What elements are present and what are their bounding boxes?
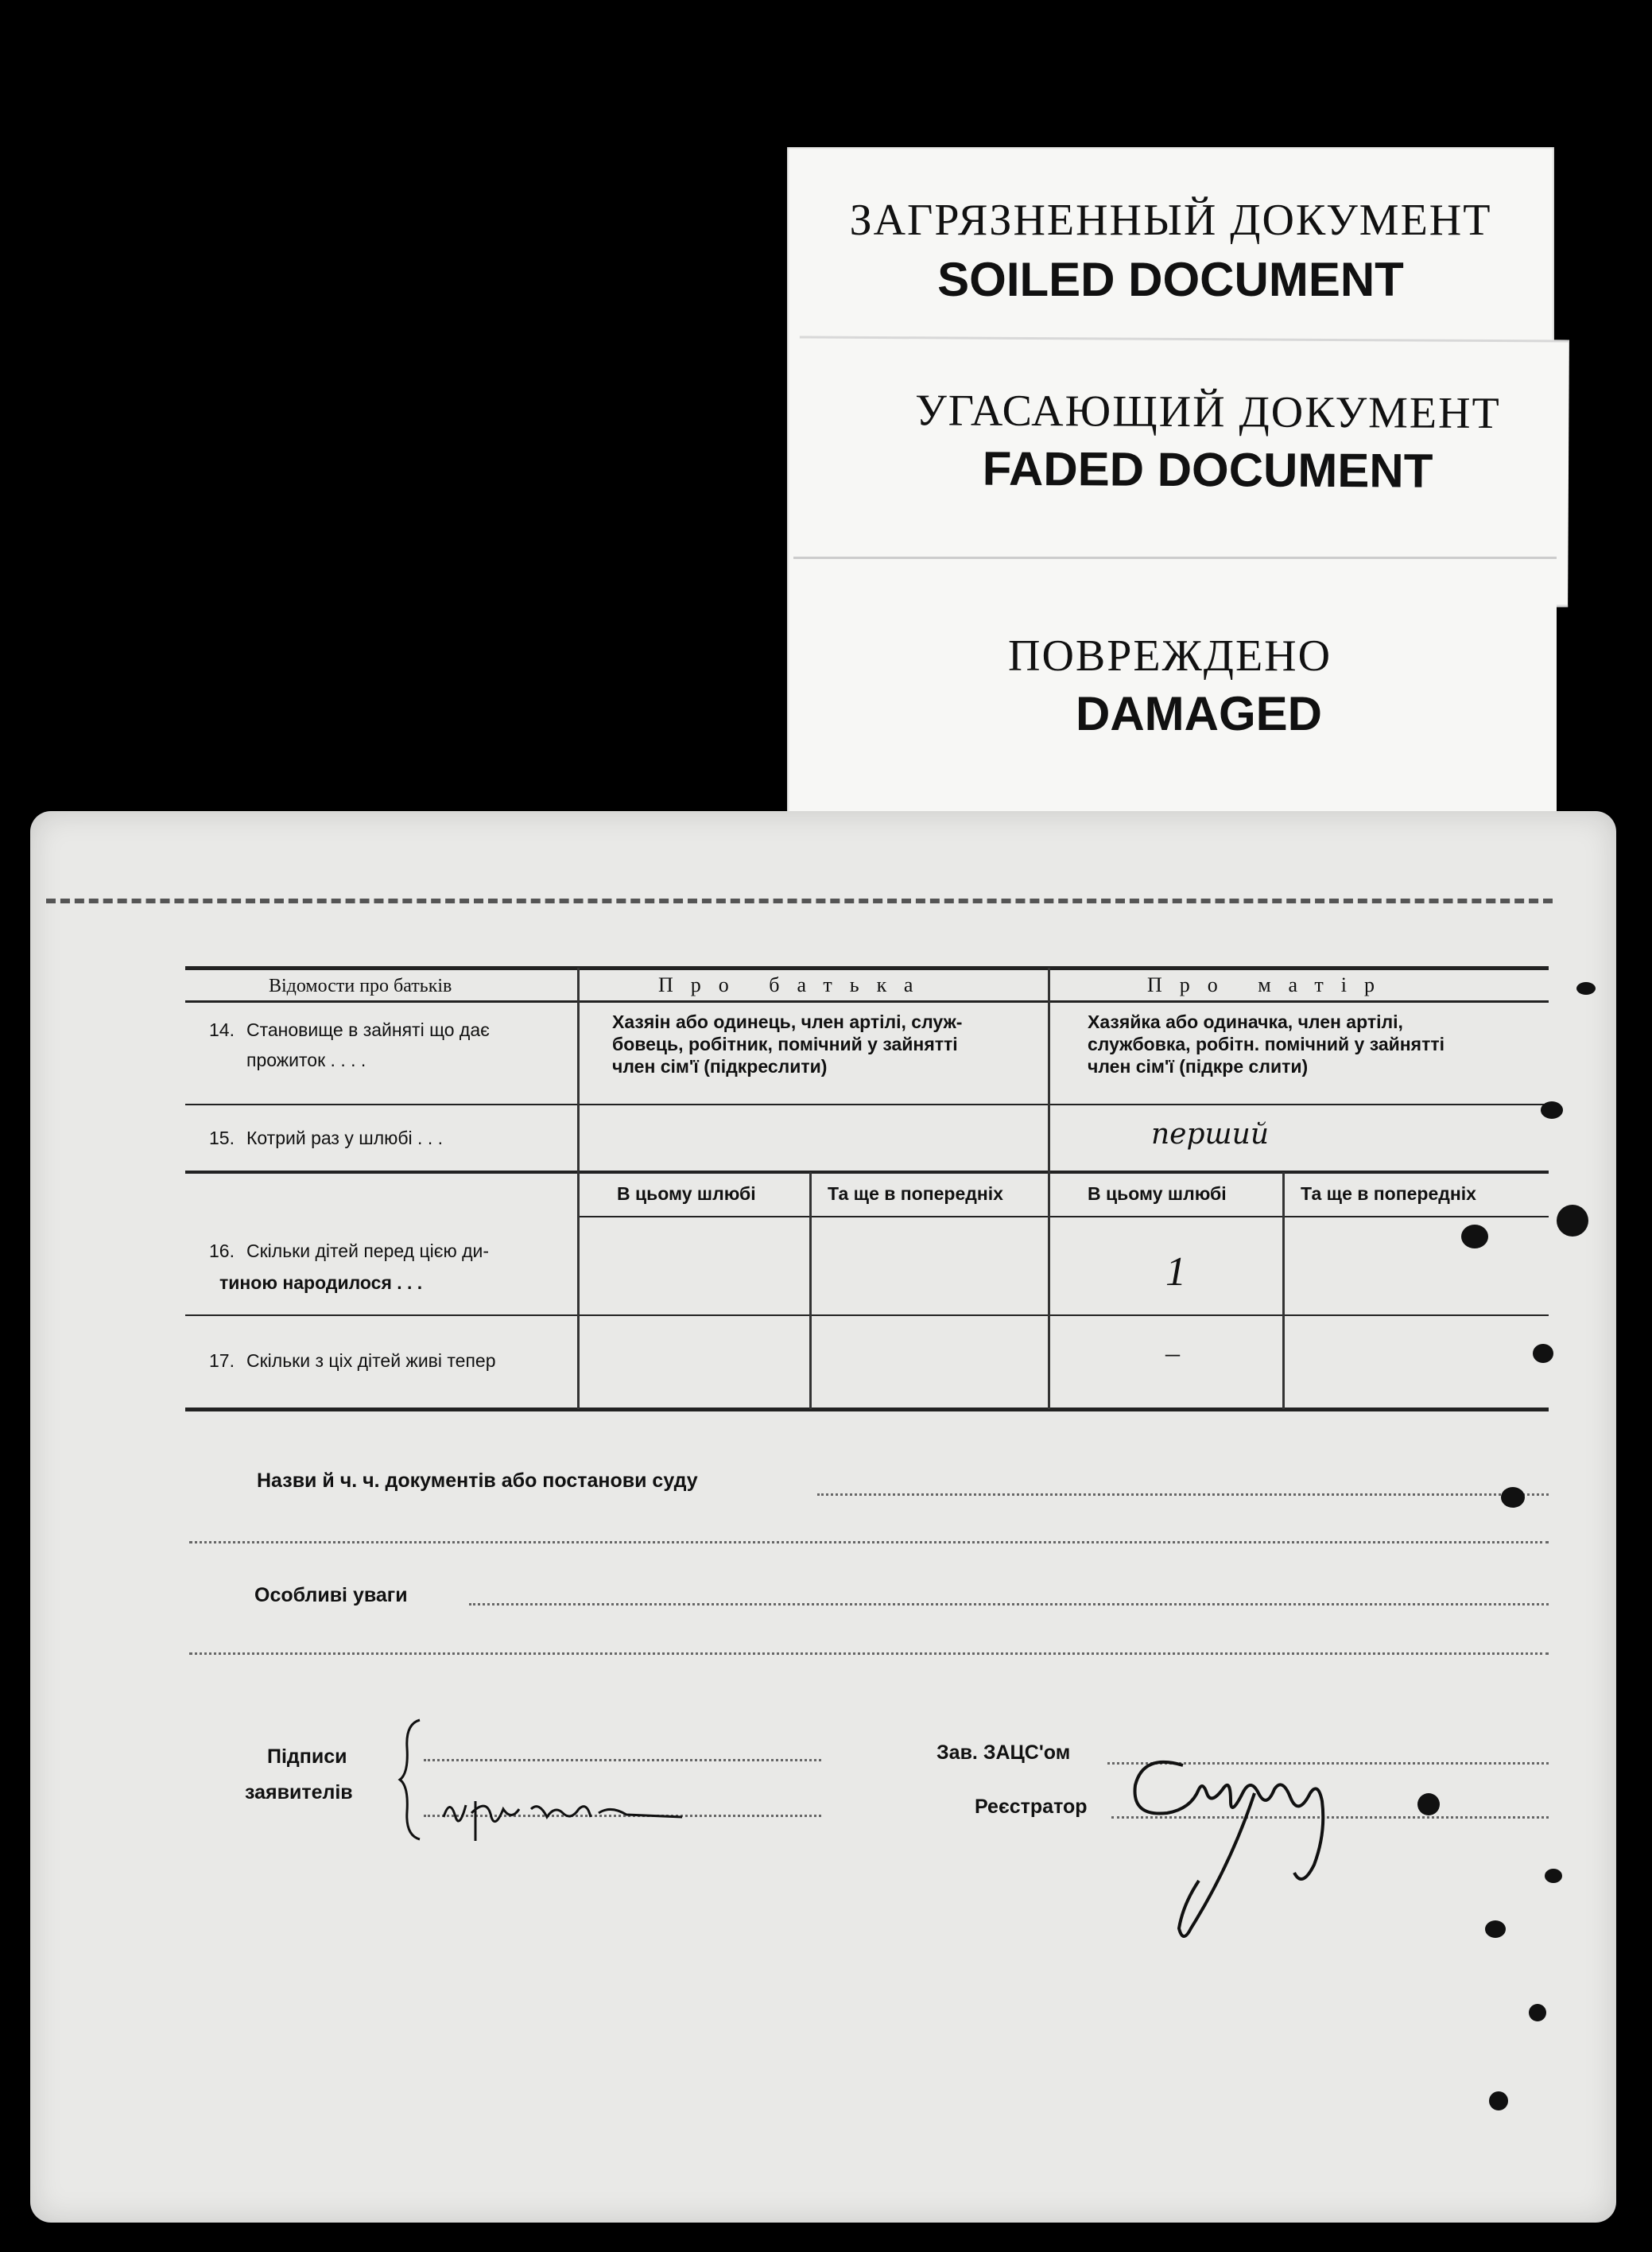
- notes-line-2: [189, 1652, 1549, 1655]
- row14-label-1: Становище в зайняті що дає: [246, 1019, 490, 1040]
- documents-line-1: [817, 1493, 1549, 1496]
- damage-hole: [1557, 1205, 1588, 1237]
- row16-bottom-rule: [185, 1314, 1549, 1316]
- row14-mother-line-2: службовка, робітн. помічний у зайнятті: [1088, 1034, 1445, 1054]
- row15-mother-handwriting: [1143, 1105, 1366, 1161]
- father-header: Про батька: [658, 973, 931, 996]
- notes-line-1: [469, 1603, 1549, 1606]
- faded-tag-ru: УГАСАЮЩИЙ ДОКУМЕНТ: [914, 386, 1501, 439]
- subheader-this-marriage-father: В цьому шлюбі: [617, 1183, 756, 1204]
- col-divider-father-sub: [809, 1172, 812, 1409]
- damage-hole: [1541, 1101, 1563, 1119]
- registrar-signature: [1111, 1745, 1414, 1952]
- signature-line-1: [424, 1759, 821, 1761]
- row14-father-line-3: член сім'ї (підкреслити): [612, 1056, 828, 1077]
- damage-hole: [1576, 982, 1596, 995]
- row17-number: 17.: [209, 1350, 235, 1371]
- damaged-tag-ru: ПОВРЕЖДЕНО: [1008, 631, 1332, 681]
- row14-mother-line-1: Хазяйка або одиначка, член артілі,: [1088, 1011, 1403, 1032]
- col-divider-mother-sub: [1282, 1172, 1285, 1409]
- col-divider-labels: [577, 968, 580, 1409]
- registry-form-sheet: [30, 811, 1616, 2223]
- svg-text:перший: перший: [1151, 1118, 1270, 1151]
- row15-number: 15.: [209, 1128, 235, 1148]
- damage-hole: [1501, 1487, 1525, 1508]
- damage-hole: [1489, 2091, 1508, 2110]
- perforation-line: [46, 899, 1553, 903]
- row15-bottom-rule: [185, 1171, 1549, 1174]
- row14-number: 14.: [209, 1019, 235, 1040]
- subheader-bottom-rule: [579, 1216, 1549, 1217]
- damage-hole: [1417, 1793, 1440, 1815]
- damage-hole: [1461, 1225, 1488, 1248]
- row16-label-2: тиною народилося . . .: [219, 1272, 423, 1293]
- row16-number: 16.: [209, 1241, 235, 1261]
- mother-header: Про матір: [1147, 973, 1393, 996]
- row17-label: Скільки з ціх дітей живі тепер: [246, 1350, 496, 1371]
- registrar-label: Реєстратор: [975, 1796, 1088, 1818]
- damaged-tag-en: DAMAGED: [1076, 687, 1322, 740]
- table-bottom-rule: [185, 1408, 1549, 1411]
- documents-label: Назви й ч. ч. документів або постанови суду: [257, 1470, 698, 1492]
- row14-father-line-1: Хазяін або одинець, член артілі, служ-: [612, 1011, 963, 1032]
- row16-label-1: Скільки дітей перед цією ди-: [246, 1241, 490, 1261]
- table-top-rule: [185, 966, 1549, 970]
- row14-mother-line-3: член сім'ї (підкре слити): [1088, 1056, 1309, 1077]
- faded-tag-en: FADED DOCUMENT: [982, 441, 1433, 498]
- row14-father-line-2: бовець, робітник, помічний у зайнятті: [612, 1034, 958, 1054]
- damage-hole: [1485, 1920, 1506, 1938]
- signatures-label-1: Підписи: [267, 1745, 347, 1768]
- documents-line-2: [189, 1541, 1549, 1543]
- row15-label: Котрий раз у шлюбі . . .: [246, 1128, 443, 1148]
- soiled-tag-ru: ЗАГРЯЗНЕННЫЙ ДОКУМЕНТ: [849, 196, 1492, 245]
- col-divider-parents: [1048, 968, 1050, 1409]
- header-bottom-rule: [185, 1000, 1549, 1003]
- subheader-previous-father: Та ще в попередніх: [828, 1183, 1003, 1204]
- damage-hole: [1533, 1344, 1553, 1363]
- subheader-previous-mother: Та ще в попередніх: [1301, 1183, 1476, 1204]
- damage-hole: [1545, 1869, 1562, 1883]
- row17-mother-handwriting: –: [1165, 1337, 1180, 1369]
- damaged-document-tag: [793, 557, 1557, 813]
- row14-label-2: прожиток . . . .: [246, 1050, 366, 1070]
- head-of-registry-label: Зав. ЗАЦС'ом: [937, 1741, 1071, 1764]
- row16-mother-handwriting: 1: [1165, 1249, 1186, 1295]
- signature-bracket: [396, 1716, 428, 1843]
- parents-info-header: Відомости про батьків: [269, 976, 452, 996]
- applicant-signature: [428, 1773, 714, 1853]
- damage-hole: [1529, 2004, 1546, 2021]
- subheader-this-marriage-mother: В цьому шлюбі: [1088, 1183, 1227, 1204]
- soiled-tag-en: SOILED DOCUMENT: [937, 253, 1404, 306]
- signatures-label-2: заявителів: [245, 1781, 353, 1804]
- notes-label: Особливі уваги: [254, 1584, 408, 1606]
